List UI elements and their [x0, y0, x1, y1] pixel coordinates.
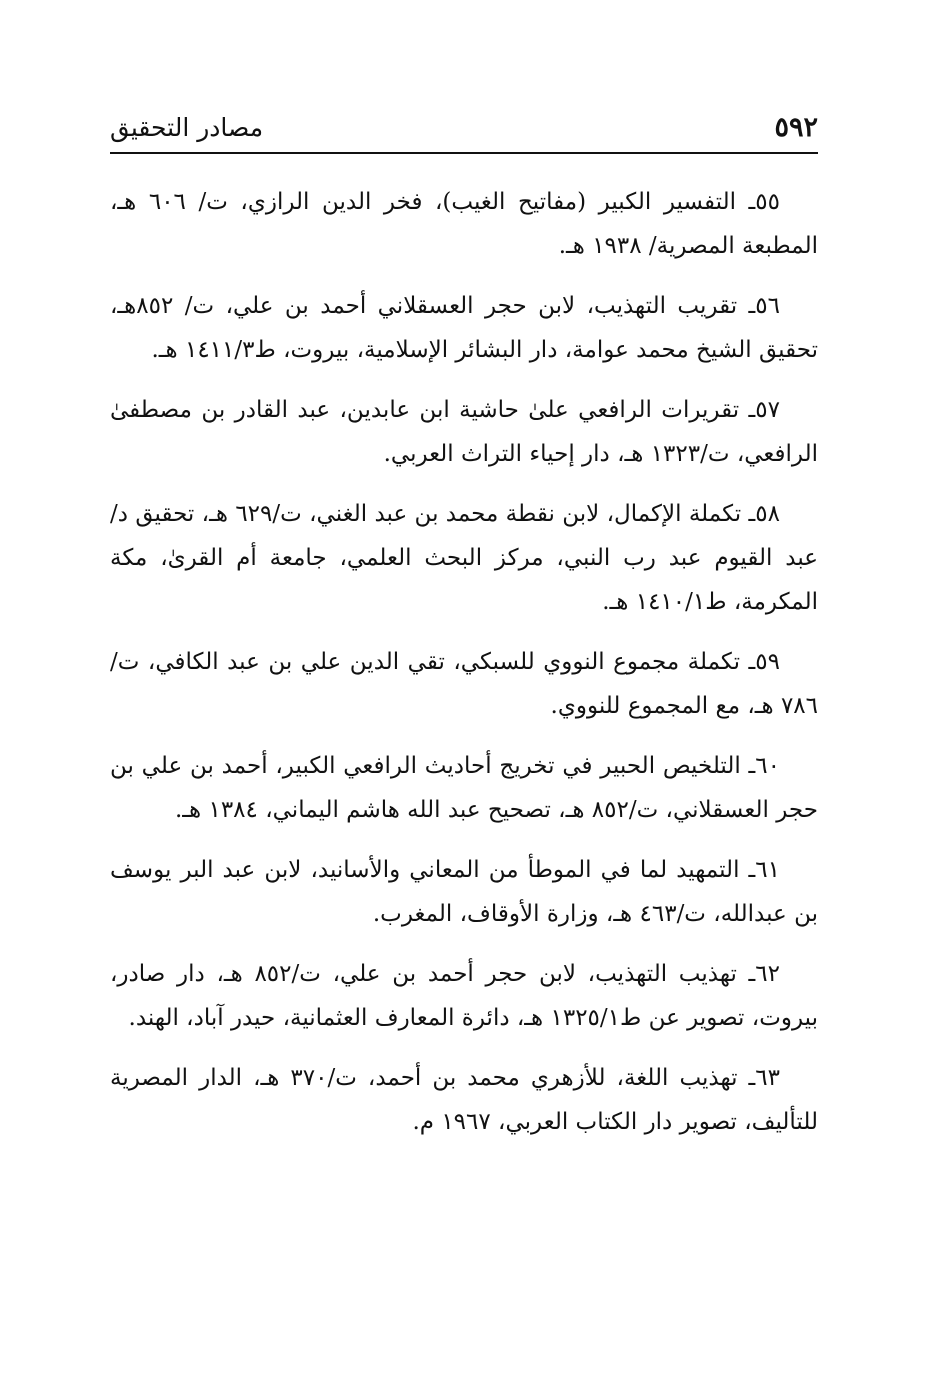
bibliography-entry-62: ٦٢ـ تهذيب التهذيب، لابن حجر أحمد بن علي، ت/٨٥٢ هـ، دار صادر، بيروت، تصوير عن ط١٣٢٥/١ هـ، دائرة المعارف العثمانية، حيدر آباد، الهند.: [110, 961, 818, 1031]
page-header: [110, 108, 818, 148]
bibliography-entry-61: ٦١ـ التمهيد لما في الموطأ من المعاني والأسانيد، لابن عبد البر يوسف بن عبدالله، ت/٤٦٣ هـ، وزارة الأوقاف، المغرب.: [110, 857, 818, 927]
running-title: مصادر التحقيق: [110, 113, 264, 142]
bibliography-list: [110, 180, 818, 1144]
bibliography-entry-58: ٥٨ـ تكملة الإكمال، لابن نقطة محمد بن عبد الغني، ت/٦٢٩ هـ، تحقيق د/ عبد القيوم عبد رب النبي، مركز البحث العلمي، جامعة أم القرىٰ، مكة المكرمة، ط١٤١٠/١ هـ.: [110, 501, 818, 615]
bibliography-entry-55: ٥٥ـ التفسير الكبير (مفاتيح الغيب)، فخر الدين الرازي، ت/ ٦٠٦ هـ، المطبعة المصرية/ ١٩٣٨ هـ.: [110, 189, 818, 259]
bibliography-entry-63: ٦٣ـ تهذيب اللغة، للأزهري محمد بن أحمد، ت/٣٧٠ هـ، الدار المصرية للتأليف، تصوير دار الكتاب العربي، ١٩٦٧ م.: [110, 1065, 818, 1135]
page-number: ٥٩٢: [774, 112, 818, 143]
document-page: [110, 0, 818, 1377]
bibliography-entry-56: ٥٦ـ تقريب التهذيب، لابن حجر العسقلاني أحمد بن علي، ت/ ٨٥٢هـ، تحقيق الشيخ محمد عوامة، دار البشائر الإسلامية، بيروت، ط١٤١١/٣ هـ.: [110, 293, 818, 363]
header-rule: [110, 152, 818, 154]
bibliography-entry-60: ٦٠ـ التلخيص الحبير في تخريج أحاديث الرافعي الكبير، أحمد بن علي بن حجر العسقلاني، ت/٨٥٢ هـ، تصحيح عبد الله هاشم اليماني، ١٣٨٤ هـ.: [110, 753, 818, 823]
bibliography-entry-59: ٥٩ـ تكملة مجموع النووي للسبكي، تقي الدين علي بن عبد الكافي، ت/٧٨٦ هـ، مع المجموع للنووي.: [110, 649, 818, 719]
bibliography-entry-57: ٥٧ـ تقريرات الرافعي علىٰ حاشية ابن عابدين، عبد القادر بن مصطفىٰ الرافعي، ت/١٣٢٣ هـ، دار إحياء التراث العربي.: [110, 397, 818, 467]
